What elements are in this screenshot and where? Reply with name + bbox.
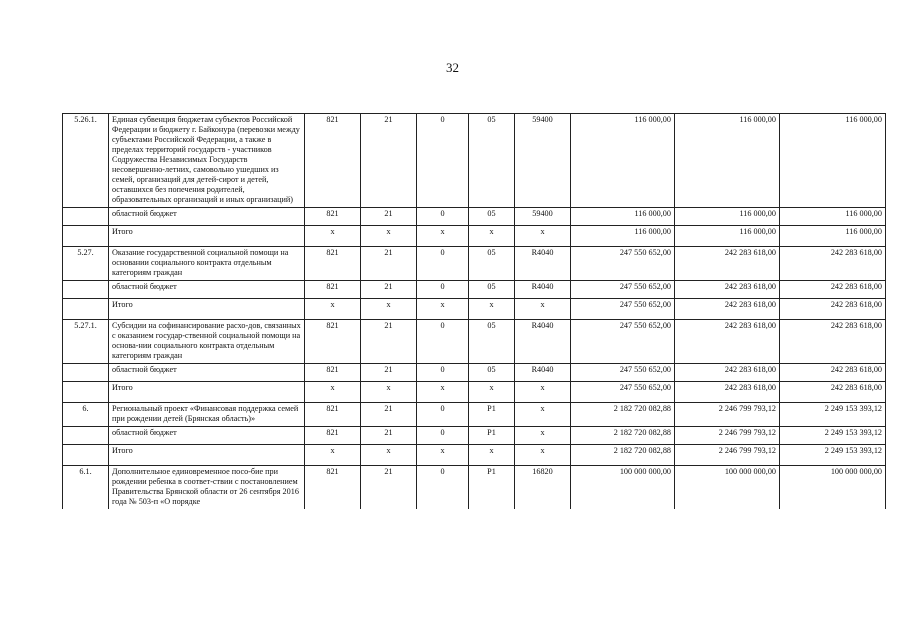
- code-subprogram: 0: [417, 114, 469, 208]
- amount-year-1: 116 000,00: [571, 208, 675, 226]
- code-expense: 16820: [515, 466, 571, 510]
- code-program: х: [361, 299, 417, 320]
- table-row: [63, 208, 886, 226]
- amount-year-2: 116 000,00: [675, 114, 780, 208]
- amount-year-1: 116 000,00: [571, 226, 675, 247]
- code-expense: х: [515, 427, 571, 445]
- amount-year-3: 116 000,00: [780, 114, 886, 208]
- code-expense: R4040: [515, 320, 571, 364]
- amount-year-2: 242 283 618,00: [675, 320, 780, 364]
- amount-year-3: 242 283 618,00: [780, 299, 886, 320]
- code-program: х: [361, 226, 417, 247]
- code-subprogram: 0: [417, 364, 469, 382]
- row-name: Единая субвенция бюджетам субъектов Российской Федерации и бюджету г. Байконура (перевозки между субъектами Российской Федерации, а также в пределах территорий государств - участников Содружества Независимых Государств несовершенно-летних, самовольно ушедших из семей, организаций для детей-сирот и детей, оставшихся без попечения родителей, образовательных организаций и иных организаций): [109, 114, 305, 208]
- code-expense: 59400: [515, 114, 571, 208]
- amount-year-3: 242 283 618,00: [780, 320, 886, 364]
- code-expense: х: [515, 382, 571, 403]
- table-row: [63, 364, 886, 382]
- row-name: Дополнительное единовременное посо-бие при рождении ребенка в соответ-ствии с постановлением Правительства Брянской области от 26 сентября 2016 года № 503-п «О порядке: [109, 466, 305, 510]
- amount-year-3: 242 283 618,00: [780, 382, 886, 403]
- code-expense: 59400: [515, 208, 571, 226]
- code-subprogram: 0: [417, 320, 469, 364]
- code-direction: Р1: [469, 403, 515, 427]
- code-direction: 05: [469, 281, 515, 299]
- code-direction: 05: [469, 247, 515, 281]
- code-expense: R4040: [515, 364, 571, 382]
- code-program: 21: [361, 427, 417, 445]
- code-direction: х: [469, 226, 515, 247]
- table-row: [63, 299, 886, 320]
- table-row: [63, 382, 886, 403]
- row-number: [63, 299, 109, 320]
- row-number: 5.26.1.: [63, 114, 109, 208]
- table-row: [63, 445, 886, 466]
- table-row: [63, 226, 886, 247]
- amount-year-2: 2 246 799 793,12: [675, 427, 780, 445]
- code-program: х: [361, 445, 417, 466]
- code-admin: 821: [305, 466, 361, 510]
- code-program: 21: [361, 208, 417, 226]
- amount-year-1: 2 182 720 082,88: [571, 403, 675, 427]
- code-expense: х: [515, 445, 571, 466]
- amount-year-2: 116 000,00: [675, 208, 780, 226]
- code-admin: 821: [305, 114, 361, 208]
- amount-year-2: 100 000 000,00: [675, 466, 780, 510]
- code-subprogram: 0: [417, 247, 469, 281]
- amount-year-2: 242 283 618,00: [675, 364, 780, 382]
- amount-year-1: 2 182 720 082,88: [571, 445, 675, 466]
- row-name: областной бюджет: [109, 281, 305, 299]
- table-row: [63, 403, 886, 427]
- amount-year-2: 116 000,00: [675, 226, 780, 247]
- amount-year-2: 242 283 618,00: [675, 382, 780, 403]
- code-subprogram: 0: [417, 466, 469, 510]
- code-expense: R4040: [515, 247, 571, 281]
- row-number: 5.27.: [63, 247, 109, 281]
- amount-year-1: 247 550 652,00: [571, 320, 675, 364]
- row-number: [63, 382, 109, 403]
- code-direction: х: [469, 382, 515, 403]
- row-number: 6.: [63, 403, 109, 427]
- row-number: [63, 427, 109, 445]
- code-expense: х: [515, 226, 571, 247]
- code-subprogram: 0: [417, 208, 469, 226]
- amount-year-1: 247 550 652,00: [571, 364, 675, 382]
- table-row: [63, 281, 886, 299]
- amount-year-1: 247 550 652,00: [571, 299, 675, 320]
- amount-year-2: 242 283 618,00: [675, 247, 780, 281]
- code-admin: 821: [305, 364, 361, 382]
- amount-year-1: 247 550 652,00: [571, 382, 675, 403]
- amount-year-2: 2 246 799 793,12: [675, 403, 780, 427]
- amount-year-3: 116 000,00: [780, 226, 886, 247]
- amount-year-1: 100 000 000,00: [571, 466, 675, 510]
- code-direction: 05: [469, 364, 515, 382]
- table-row: [63, 320, 886, 364]
- code-program: 21: [361, 403, 417, 427]
- code-program: 21: [361, 364, 417, 382]
- code-direction: х: [469, 299, 515, 320]
- code-direction: Р1: [469, 427, 515, 445]
- row-name: Региональный проект «Финансовая поддержка семей при рождении детей (Брянская область)»: [109, 403, 305, 427]
- row-name: Итого: [109, 382, 305, 403]
- row-number: [63, 445, 109, 466]
- row-number: [63, 208, 109, 226]
- amount-year-3: 116 000,00: [780, 208, 886, 226]
- amount-year-1: 247 550 652,00: [571, 247, 675, 281]
- amount-year-1: 247 550 652,00: [571, 281, 675, 299]
- amount-year-1: 116 000,00: [571, 114, 675, 208]
- amount-year-3: 100 000 000,00: [780, 466, 886, 510]
- code-admin: 821: [305, 247, 361, 281]
- code-direction: х: [469, 445, 515, 466]
- code-program: х: [361, 382, 417, 403]
- code-subprogram: х: [417, 382, 469, 403]
- row-number: [63, 281, 109, 299]
- row-name: Итого: [109, 299, 305, 320]
- amount-year-2: 242 283 618,00: [675, 299, 780, 320]
- code-direction: 05: [469, 114, 515, 208]
- code-program: 21: [361, 247, 417, 281]
- code-expense: R4040: [515, 281, 571, 299]
- code-expense: х: [515, 403, 571, 427]
- code-admin: х: [305, 445, 361, 466]
- code-direction: Р1: [469, 466, 515, 510]
- row-number: [63, 226, 109, 247]
- row-name: Итого: [109, 226, 305, 247]
- row-number: [63, 364, 109, 382]
- code-subprogram: 0: [417, 281, 469, 299]
- code-program: 21: [361, 114, 417, 208]
- code-direction: 05: [469, 320, 515, 364]
- code-admin: х: [305, 226, 361, 247]
- row-name: областной бюджет: [109, 364, 305, 382]
- row-name: Итого: [109, 445, 305, 466]
- row-number: 5.27.1.: [63, 320, 109, 364]
- page-number: 32: [446, 60, 459, 75]
- code-subprogram: 0: [417, 427, 469, 445]
- code-admin: 821: [305, 281, 361, 299]
- amount-year-2: 242 283 618,00: [675, 281, 780, 299]
- row-number: 6.1.: [63, 466, 109, 510]
- budget-table: [62, 113, 886, 509]
- amount-year-3: 2 249 153 393,12: [780, 427, 886, 445]
- code-program: 21: [361, 320, 417, 364]
- code-program: 21: [361, 466, 417, 510]
- code-subprogram: 0: [417, 403, 469, 427]
- code-admin: х: [305, 299, 361, 320]
- table-row: [63, 466, 886, 510]
- amount-year-2: 2 246 799 793,12: [675, 445, 780, 466]
- amount-year-1: 2 182 720 082,88: [571, 427, 675, 445]
- code-admin: 821: [305, 427, 361, 445]
- code-expense: х: [515, 299, 571, 320]
- amount-year-3: 242 283 618,00: [780, 247, 886, 281]
- code-admin: 821: [305, 403, 361, 427]
- code-admin: 821: [305, 320, 361, 364]
- table-row: [63, 247, 886, 281]
- table-row: [63, 114, 886, 208]
- amount-year-3: 2 249 153 393,12: [780, 403, 886, 427]
- row-name: Субсидии на софинансирование расхо-дов, связанных с оказанием государ-ственной социальной помощи на основа-нии социального контракта отдельным категориям граждан: [109, 320, 305, 364]
- code-direction: 05: [469, 208, 515, 226]
- row-name: Оказание государственной социальной помощи на основании социального контракта отдельным категориям граждан: [109, 247, 305, 281]
- code-program: 21: [361, 281, 417, 299]
- code-subprogram: х: [417, 226, 469, 247]
- code-subprogram: х: [417, 299, 469, 320]
- code-admin: 821: [305, 208, 361, 226]
- table-row: [63, 427, 886, 445]
- row-name: областной бюджет: [109, 427, 305, 445]
- code-admin: х: [305, 382, 361, 403]
- row-name: областной бюджет: [109, 208, 305, 226]
- amount-year-3: 242 283 618,00: [780, 281, 886, 299]
- code-subprogram: х: [417, 445, 469, 466]
- amount-year-3: 242 283 618,00: [780, 364, 886, 382]
- amount-year-3: 2 249 153 393,12: [780, 445, 886, 466]
